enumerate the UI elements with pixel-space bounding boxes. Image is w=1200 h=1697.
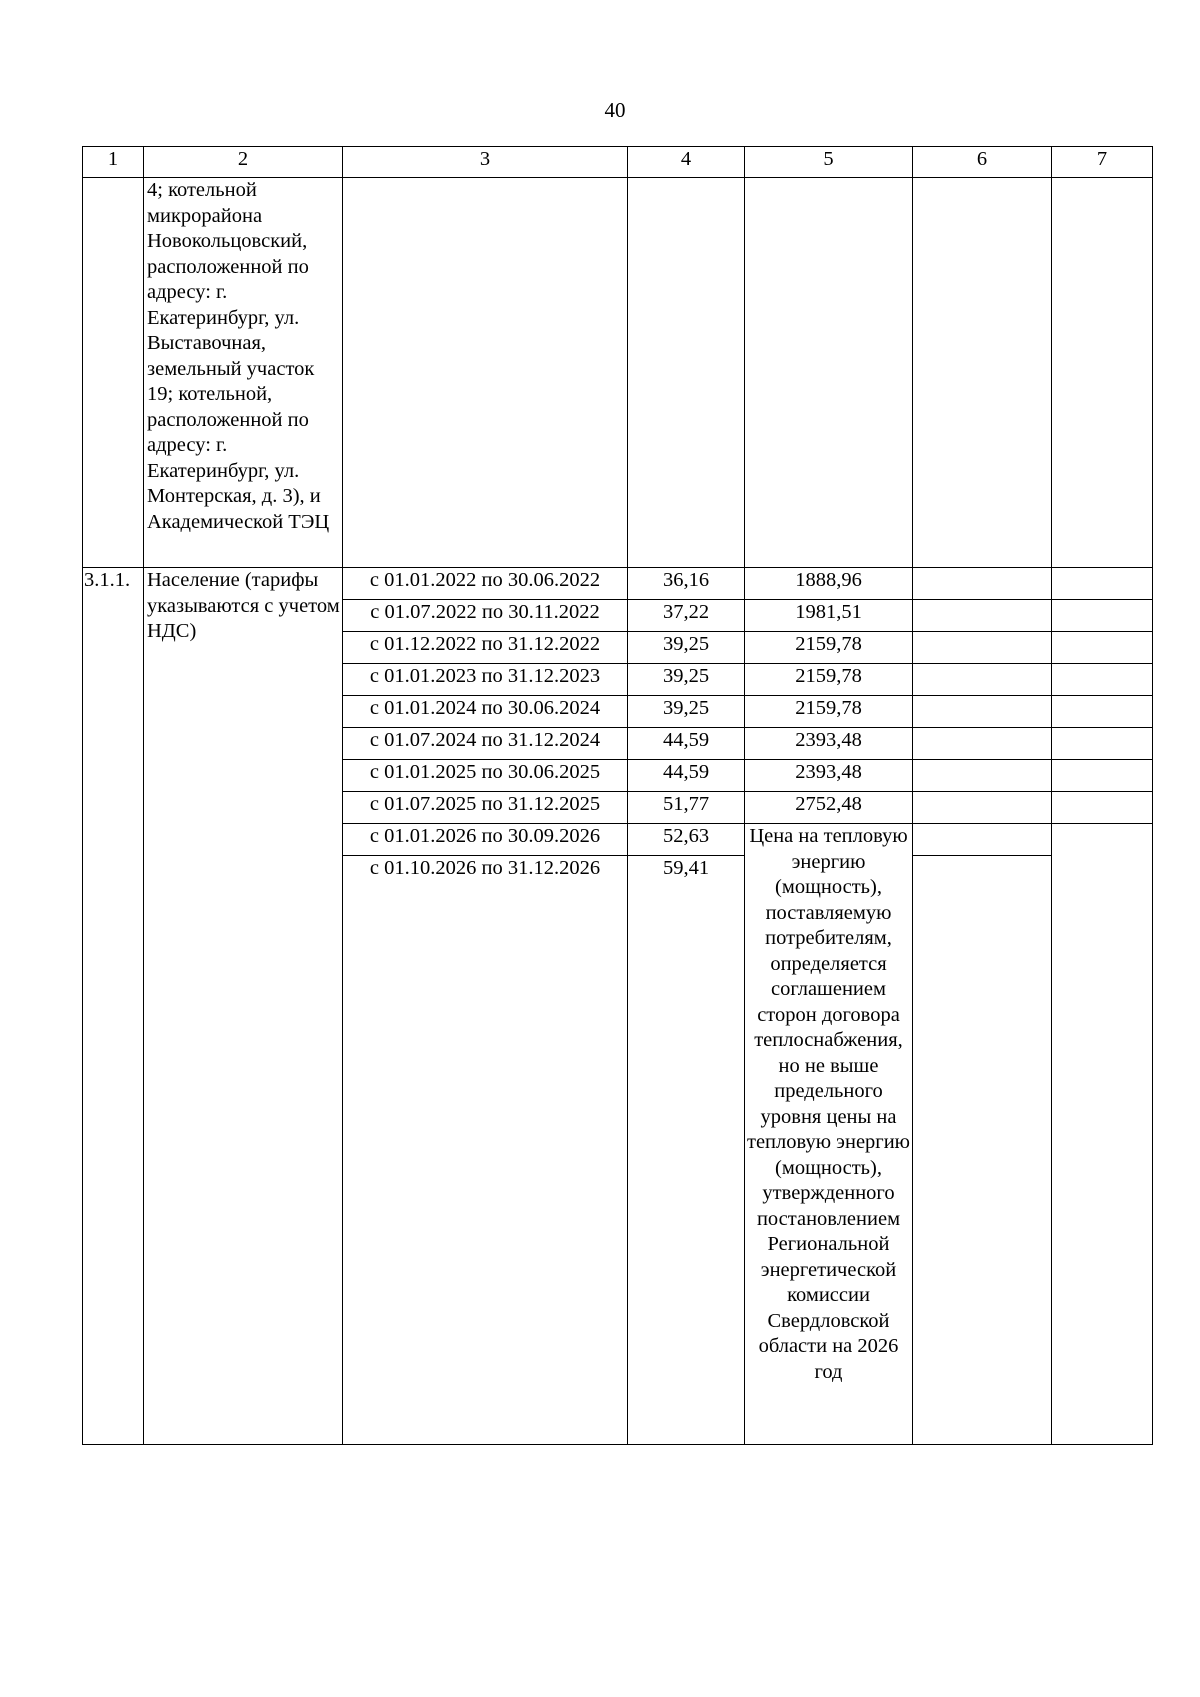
table-row — [83, 568, 1153, 600]
continuation-row — [83, 178, 1153, 568]
empty-cell — [913, 568, 1052, 600]
value-cell: 44,59 — [628, 728, 745, 760]
continuation-text: 4; котельной микрорайона Новокольцовский, расположенной по адресу: г. Екатеринбург, ул. Выставочная, земельный участок 19; котельной, расположенной по адресу: г. Екатеринбург, ул. Монтерская, д. 3), и Академической ТЭЦ — [144, 178, 343, 568]
period-cell: с 01.07.2025 по 31.12.2025 — [343, 792, 628, 824]
value-cell: 37,22 — [628, 600, 745, 632]
header-row — [83, 147, 1153, 178]
value-cell: 36,16 — [628, 568, 745, 600]
empty-cell — [913, 792, 1052, 824]
column-header: 7 — [1052, 147, 1153, 178]
value-cell: 2752,48 — [745, 792, 913, 824]
empty-cell — [913, 728, 1052, 760]
empty-cell — [628, 178, 745, 568]
empty-cell — [913, 632, 1052, 664]
empty-cell — [913, 664, 1052, 696]
period-cell: с 01.07.2022 по 30.11.2022 — [343, 600, 628, 632]
empty-cell — [1052, 792, 1153, 824]
value-cell: 51,77 — [628, 792, 745, 824]
empty-cell — [1052, 178, 1153, 568]
price-note: Цена на тепловую энергию (мощность), поставляемую потребителям, определяется соглашением сторон договора теплоснабжения, но не выше предельного уровня цены на тепловую энергию (мощность), утвержденного постановлением Региональной энергетической комиссии Свердловской области на 2026 год — [745, 824, 913, 1445]
empty-cell — [1052, 664, 1153, 696]
column-header: 5 — [745, 147, 913, 178]
empty-cell — [1052, 824, 1153, 1445]
section-number: 3.1.1. — [83, 568, 144, 1445]
empty-cell — [343, 178, 628, 568]
empty-cell — [745, 178, 913, 568]
period-cell: с 01.10.2026 по 31.12.2026 — [343, 856, 628, 1445]
value-cell: 2393,48 — [745, 728, 913, 760]
empty-cell — [1052, 600, 1153, 632]
empty-cell — [83, 178, 144, 568]
value-cell: 2159,78 — [745, 664, 913, 696]
empty-cell — [1052, 632, 1153, 664]
value-cell: 1888,96 — [745, 568, 913, 600]
column-header: 3 — [343, 147, 628, 178]
section-title: Население (тарифы указываются с учетом НДС) — [144, 568, 343, 1445]
column-header: 2 — [144, 147, 343, 178]
value-cell: 39,25 — [628, 632, 745, 664]
page-number: 40 — [604, 98, 626, 122]
column-header: 4 — [628, 147, 745, 178]
period-cell: с 01.01.2022 по 30.06.2022 — [343, 568, 628, 600]
empty-cell — [913, 600, 1052, 632]
tariff-table — [82, 146, 1153, 1445]
empty-cell — [1052, 728, 1153, 760]
empty-cell — [1052, 568, 1153, 600]
value-cell: 39,25 — [628, 664, 745, 696]
value-cell: 59,41 — [628, 856, 745, 1445]
empty-cell — [1052, 760, 1153, 792]
value-cell: 39,25 — [628, 696, 745, 728]
period-cell: с 01.01.2024 по 30.06.2024 — [343, 696, 628, 728]
empty-cell — [913, 856, 1052, 1445]
period-cell: с 01.12.2022 по 31.12.2022 — [343, 632, 628, 664]
period-cell: с 01.01.2026 по 30.09.2026 — [343, 824, 628, 856]
value-cell: 1981,51 — [745, 600, 913, 632]
value-cell: 44,59 — [628, 760, 745, 792]
column-header: 6 — [913, 147, 1052, 178]
empty-cell — [913, 696, 1052, 728]
period-cell: с 01.01.2025 по 30.06.2025 — [343, 760, 628, 792]
value-cell: 2393,48 — [745, 760, 913, 792]
value-cell: 2159,78 — [745, 696, 913, 728]
period-cell: с 01.07.2024 по 31.12.2024 — [343, 728, 628, 760]
empty-cell — [913, 760, 1052, 792]
value-cell: 2159,78 — [745, 632, 913, 664]
value-cell: 52,63 — [628, 824, 745, 856]
empty-cell — [913, 824, 1052, 856]
empty-cell — [1052, 696, 1153, 728]
column-header: 1 — [83, 147, 144, 178]
period-cell: с 01.01.2023 по 31.12.2023 — [343, 664, 628, 696]
empty-cell — [913, 178, 1052, 568]
